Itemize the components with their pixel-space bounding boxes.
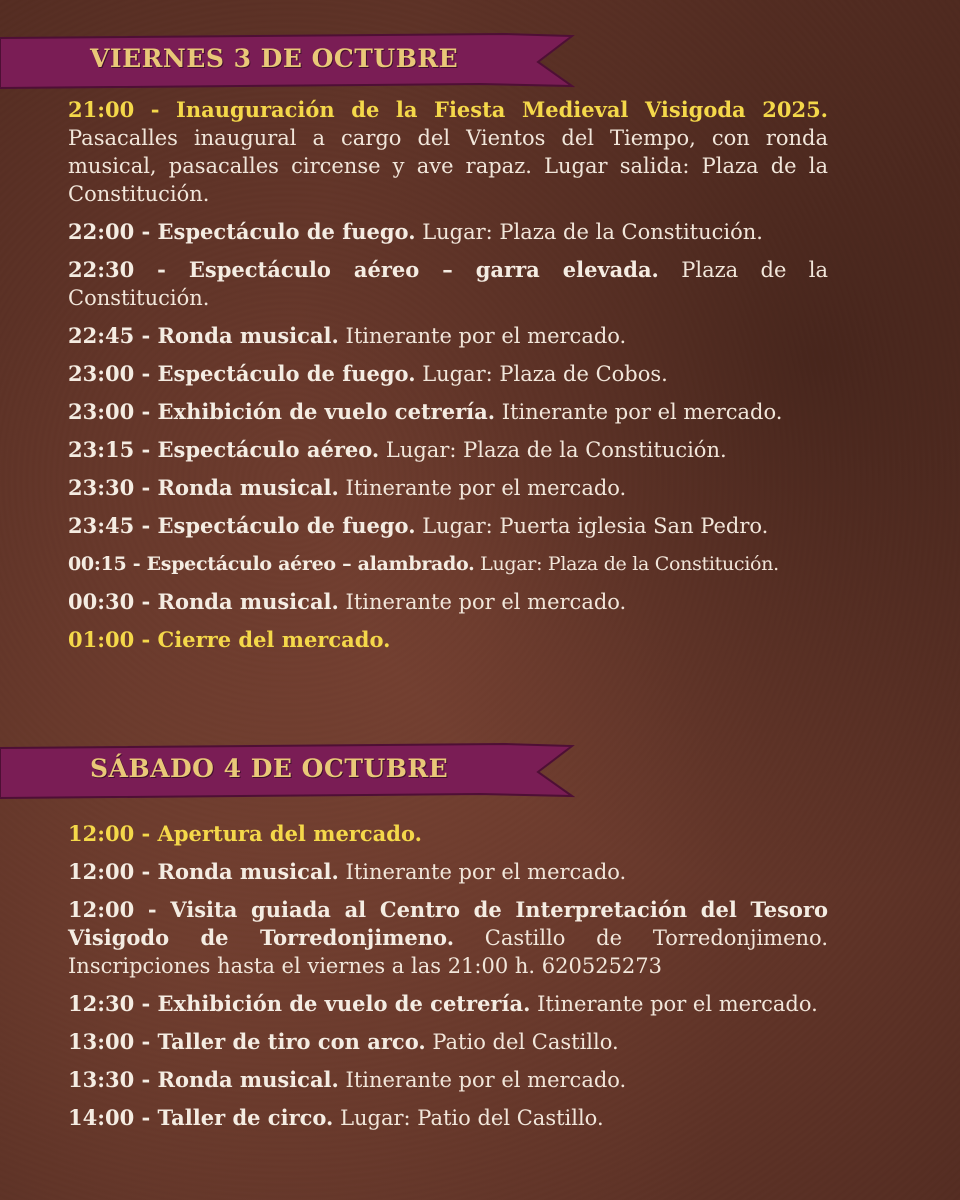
event-detail: Lugar: Patio del Castillo.	[340, 1106, 604, 1130]
event-title: 23:15 - Espectáculo aéreo.	[68, 437, 380, 462]
event-title: 23:00 - Espectáculo de fuego.	[68, 361, 416, 386]
event-title: 12:30 - Exhibición de vuelo de cetrería.	[68, 991, 531, 1016]
list-item	[68, 398, 828, 426]
event-title: 22:45 - Ronda musical.	[68, 323, 339, 348]
event-title: 23:45 - Espectáculo de fuego.	[68, 513, 416, 538]
event-title: 12:00 - Visita guiada al Centro de Interpretación del Tesoro Visigodo de Torredonjimeno.	[68, 897, 828, 950]
event-title: 13:30 - Ronda musical.	[68, 1067, 339, 1092]
list-item	[68, 820, 828, 848]
event-detail: Castillo de Torredonjimeno. Inscripciones hasta el viernes a las 21:00 h. 620525273	[68, 926, 828, 978]
event-detail: Lugar: Plaza de la Constitución.	[422, 220, 763, 244]
event-title: 01:00 - Cierre del mercado.	[68, 627, 391, 652]
list-item	[68, 322, 828, 350]
list-item	[68, 550, 828, 578]
event-detail: Itinerante por el mercado.	[345, 860, 627, 884]
event-detail: Itinerante por el mercado.	[537, 992, 818, 1016]
list-item	[68, 990, 828, 1018]
list-item	[68, 896, 828, 980]
event-detail: Plaza de la Constitución.	[68, 258, 828, 310]
event-title: 21:00 - Inauguración de la Fiesta Medieval Visigoda 2025.	[68, 97, 828, 122]
list-item	[68, 96, 828, 208]
event-detail: Itinerante por el mercado.	[345, 324, 627, 348]
list-item	[68, 1104, 828, 1132]
list-item	[68, 626, 828, 654]
event-title: 22:00 - Espectáculo de fuego.	[68, 219, 416, 244]
saturday-banner	[0, 742, 575, 800]
list-item	[68, 256, 828, 312]
list-item	[68, 1028, 828, 1056]
friday-schedule	[68, 96, 828, 664]
event-title: 23:00 - Exhibición de vuelo cetrería.	[68, 399, 496, 424]
friday-heading: VIERNES 3 DE OCTUBRE	[90, 44, 459, 73]
list-item	[68, 360, 828, 388]
event-detail: Lugar: Plaza de Cobos.	[422, 362, 668, 386]
event-detail: Lugar: Plaza de la Constitución.	[385, 438, 727, 462]
saturday-heading: SÁBADO 4 DE OCTUBRE	[90, 754, 449, 783]
event-title: 00:15 - Espectáculo aéreo – alambrado.	[68, 553, 475, 575]
event-title: 12:00 - Apertura del mercado.	[68, 821, 422, 846]
list-item	[68, 218, 828, 246]
event-detail: Pasacalles inaugural a cargo del Vientos del Tiempo, con ronda musical, pasacalles circense y ave rapaz. Lugar salida: Plaza de la Constitución.	[68, 126, 828, 206]
event-title: 13:00 - Taller de tiro con arco.	[68, 1029, 426, 1054]
event-detail: Itinerante por el mercado.	[345, 590, 627, 614]
event-title: 00:30 - Ronda musical.	[68, 589, 339, 614]
list-item	[68, 1066, 828, 1094]
friday-banner	[0, 32, 575, 90]
event-detail: Patio del Castillo.	[432, 1030, 619, 1054]
list-item	[68, 588, 828, 616]
list-item	[68, 474, 828, 502]
event-title: 22:30 - Espectáculo aéreo – garra elevada.	[68, 257, 659, 282]
event-title: 23:30 - Ronda musical.	[68, 475, 339, 500]
event-title: 12:00 - Ronda musical.	[68, 859, 339, 884]
list-item	[68, 858, 828, 886]
list-item	[68, 512, 828, 540]
event-detail: Lugar: Puerta iglesia San Pedro.	[422, 514, 769, 538]
event-title: 14:00 - Taller de circo.	[68, 1105, 334, 1130]
saturday-schedule	[68, 820, 828, 1142]
event-detail: Itinerante por el mercado.	[345, 1068, 627, 1092]
list-item	[68, 436, 828, 464]
event-detail: Itinerante por el mercado.	[501, 400, 783, 424]
event-detail: Itinerante por el mercado.	[345, 476, 627, 500]
event-detail: Lugar: Plaza de la Constitución.	[480, 553, 779, 575]
